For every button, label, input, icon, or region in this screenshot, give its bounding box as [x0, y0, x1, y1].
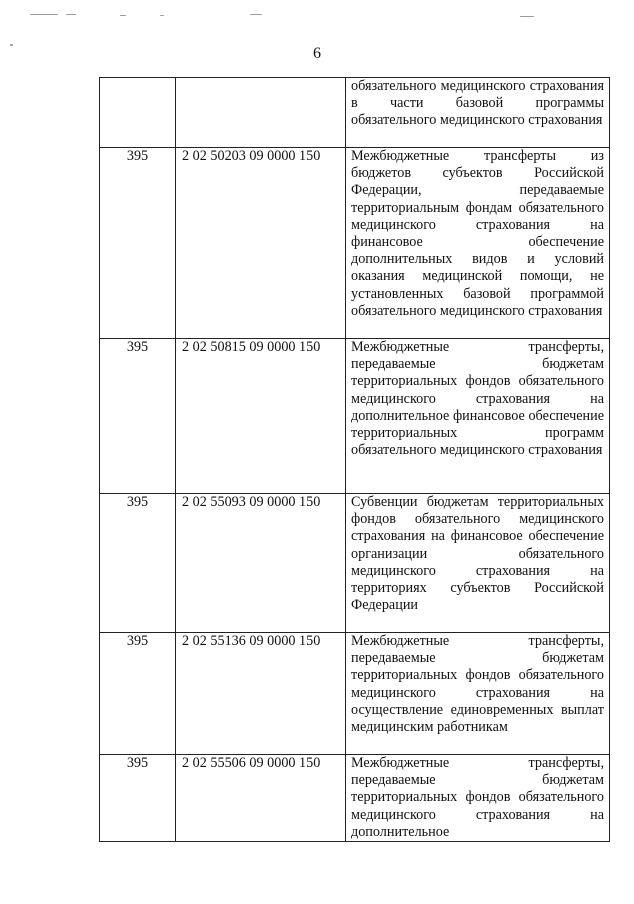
scan-artifact: [160, 15, 164, 16]
description-text: Субвенции бюджетам территориальных фондов обязательного медицинского страхования на финансовое обеспечение организации обязательного медицинского страхования на территориях субъектов Российской Федерации: [351, 494, 604, 614]
table-row: [100, 148, 610, 339]
description-cell: [346, 633, 610, 755]
table-row: [100, 339, 610, 494]
description-text: Межбюджетные трансферты, передаваемые бюджетам территориальных фондов обязательного медицинского страхования на дополнительное: [351, 755, 604, 840]
classification-code-cell: [176, 78, 346, 148]
admin-code-cell: 395: [100, 755, 176, 842]
scan-artifact: [30, 14, 58, 15]
description-cell: [346, 494, 610, 633]
scan-artifact: [250, 14, 262, 15]
admin-code-cell: [100, 78, 176, 148]
scan-artifact: [120, 15, 126, 16]
admin-code-cell: 395: [100, 633, 176, 755]
table-row: [100, 78, 610, 148]
description-text: обязательного медицинского страхования в части базовой программы обязательного медицинского страхования: [351, 78, 604, 129]
budget-classification-table: [99, 77, 610, 842]
scan-artifact: [520, 16, 534, 17]
table-row: [100, 755, 610, 842]
page-number: 6: [313, 45, 321, 62]
scan-artifact: [66, 14, 76, 15]
admin-code-cell: 395: [100, 494, 176, 633]
admin-code-cell: 395: [100, 339, 176, 494]
description-text: Межбюджетные трансферты, передаваемые бюджетам территориальных фондов обязательного медицинского страхования на осуществление единовременных выплат медицинским работникам: [351, 633, 604, 736]
description-cell: [346, 339, 610, 494]
description-cell: [346, 148, 610, 339]
description-cell: [346, 78, 610, 148]
classification-code-cell: 2 02 55136 09 0000 150: [176, 633, 346, 755]
description-cell: [346, 755, 610, 842]
table-row: [100, 633, 610, 755]
classification-code-cell: 2 02 50815 09 0000 150: [176, 339, 346, 494]
scan-artifact: [10, 44, 13, 46]
classification-code-cell: 2 02 55506 09 0000 150: [176, 755, 346, 842]
classification-code-cell: 2 02 50203 09 0000 150: [176, 148, 346, 339]
classification-code-cell: 2 02 55093 09 0000 150: [176, 494, 346, 633]
table-row: [100, 494, 610, 633]
description-text: Межбюджетные трансферты из бюджетов субъектов Российской Федерации, передаваемые территориальным фондам обязательного медицинского страхования на финансовое обеспечение дополнительных видов и условий оказания медицинской помощи, не установленных базовой программой обязательного медицинского страхования: [351, 148, 604, 319]
admin-code-cell: 395: [100, 148, 176, 339]
description-text: Межбюджетные трансферты, передаваемые бюджетам территориальных фондов обязательного медицинского страхования на дополнительное финансовое обеспечение территориальных программ обязательного медицинского страхования: [351, 339, 604, 459]
